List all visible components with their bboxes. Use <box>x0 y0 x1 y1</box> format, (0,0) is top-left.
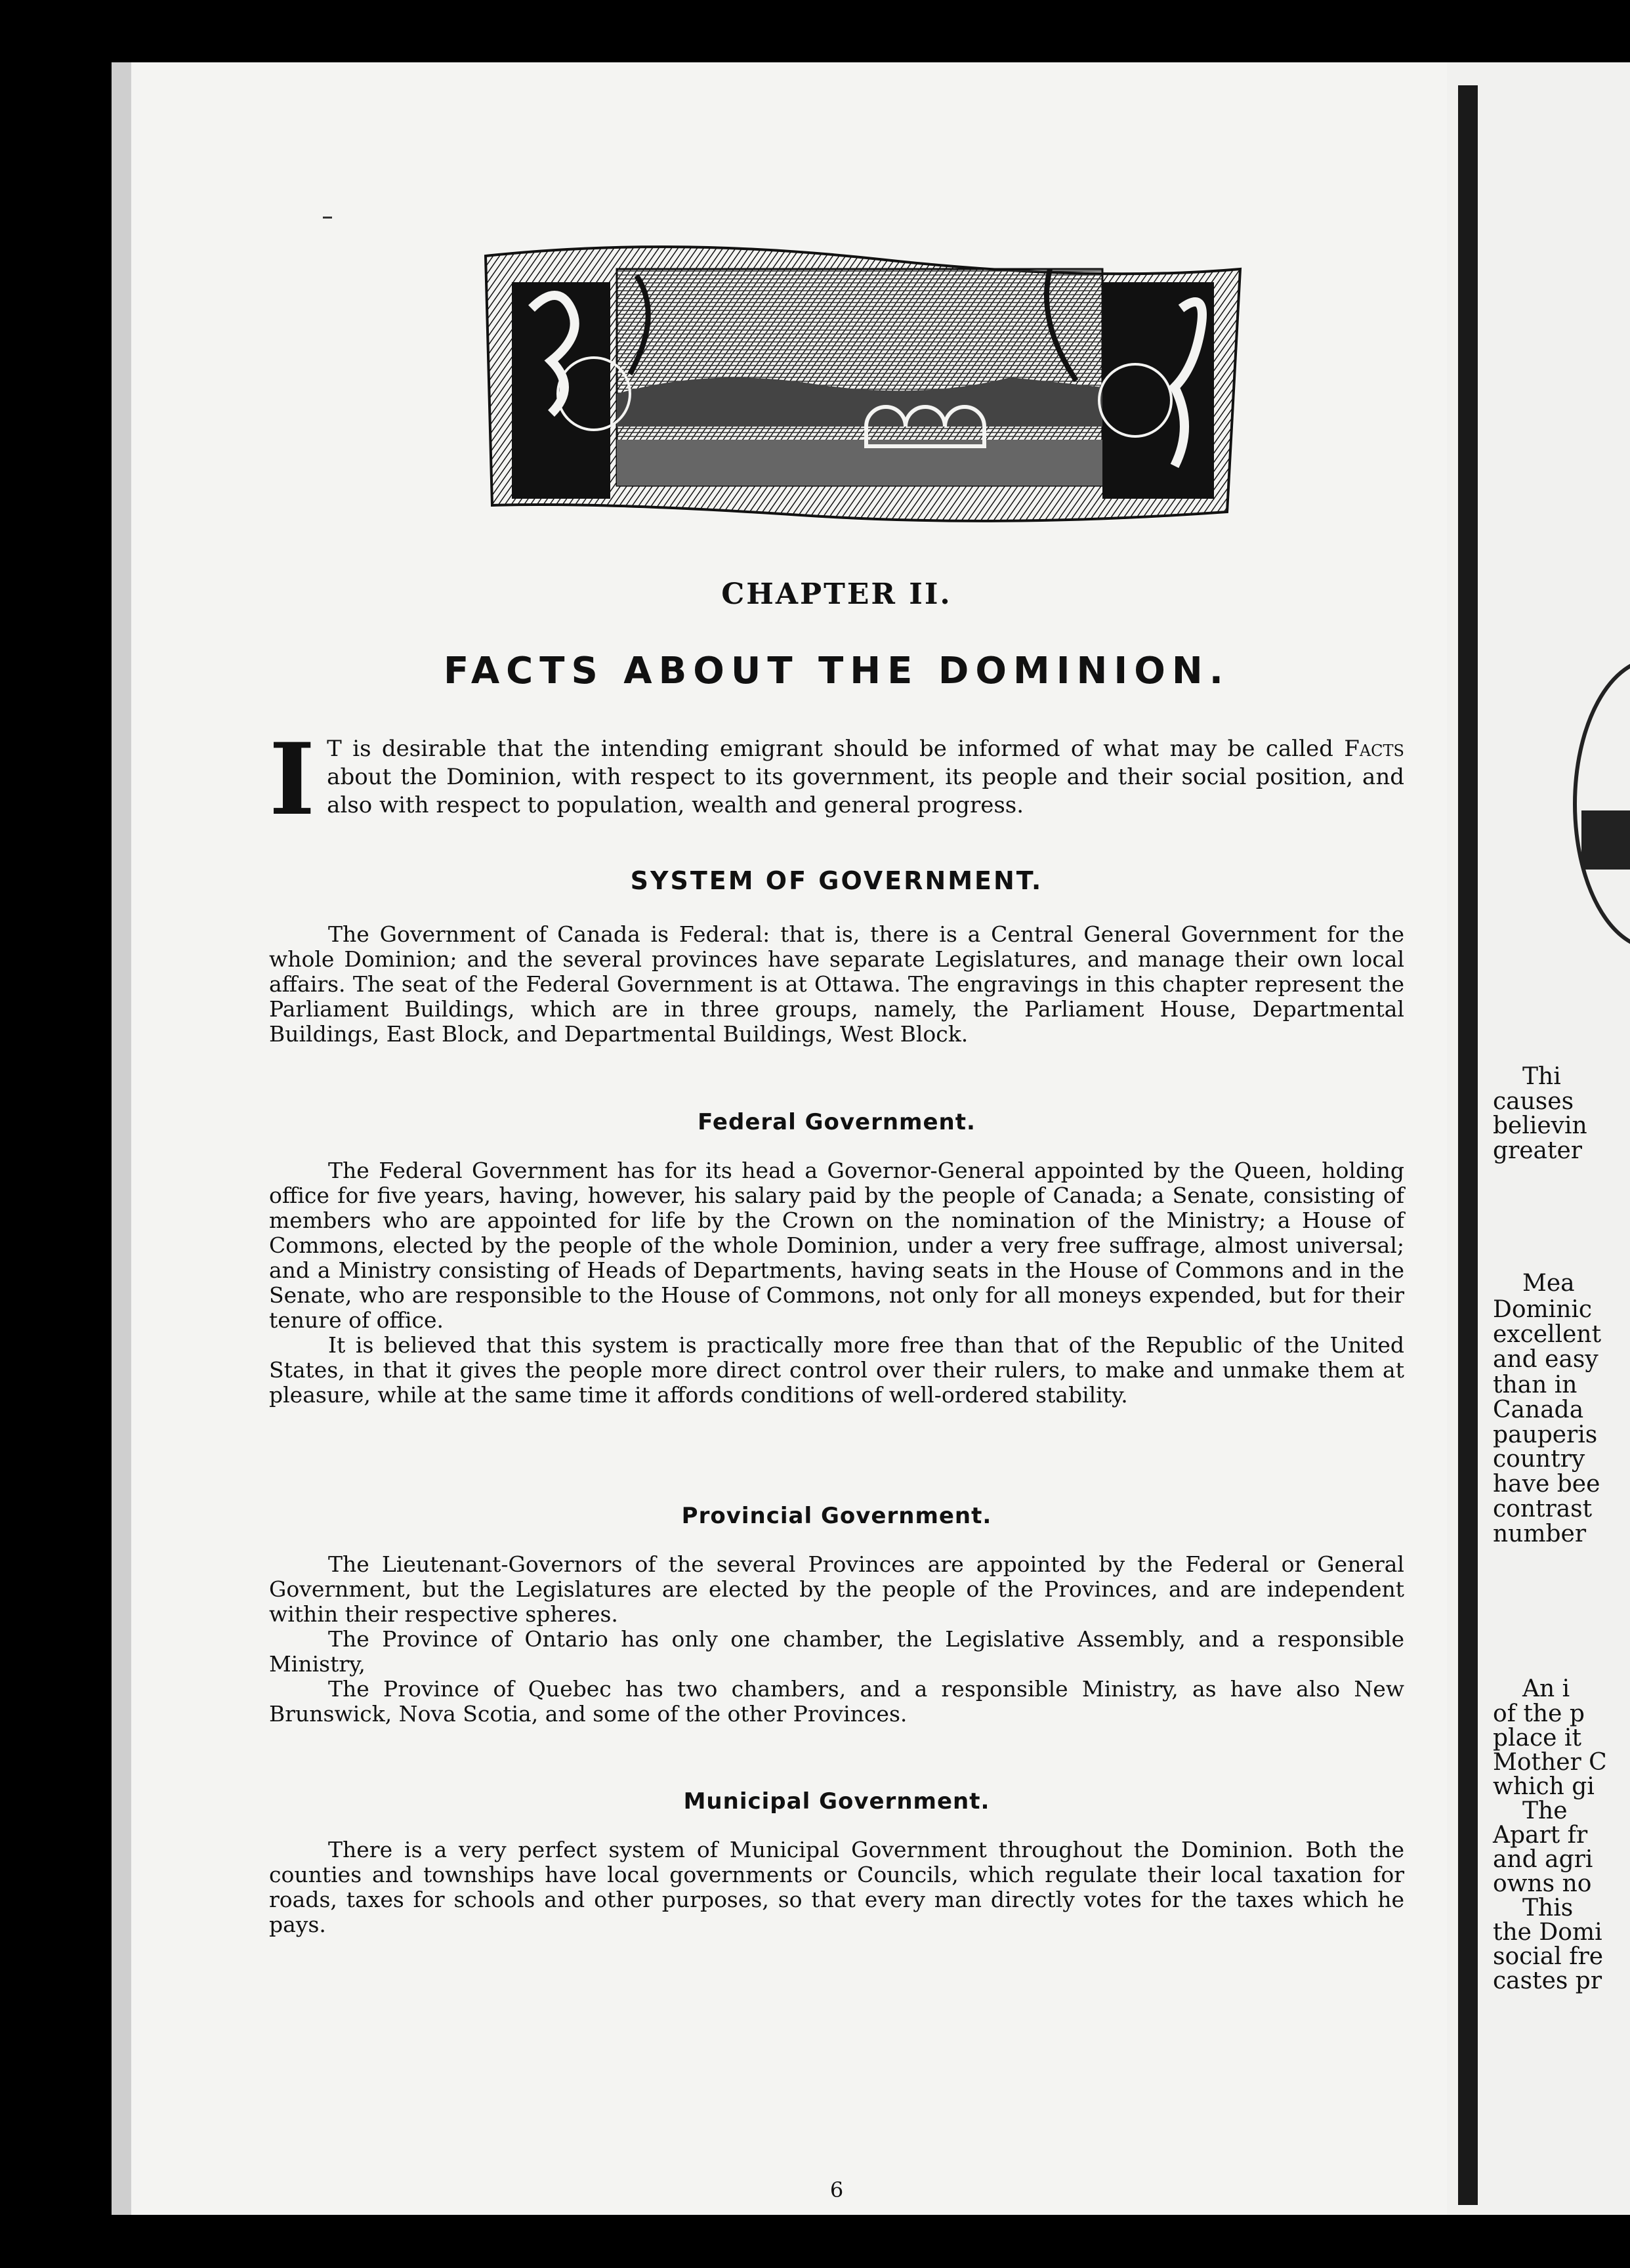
paragraph: The Federal Government has for its head a Governor-General appointed by the Queen, holding office for five years, having, however, his salary paid by the people of Canada; a Senate, consisting of members who are appointed for life by the Crown on the nomination of the Ministry; a House of Commons, elected by the people of the whole Dominion, under a very free suffrage, almost universal; and a Ministry consisting of Heads of Departments, having seats in the House of Commons and in the Senate, who are responsible to the House of Commons, not only for all moneys expended, but for their tenure of office. <box>269 1158 1404 1333</box>
next-page-line: contrast <box>1493 1496 1593 1522</box>
paragraph: The Province of Ontario has only one chamber, the Legislative Assembly, and a responsible Ministry, <box>269 1626 1404 1677</box>
intro-paragraph <box>269 722 1404 837</box>
drop-cap: I <box>269 722 316 837</box>
next-page-line: Thi <box>1522 1063 1561 1090</box>
page-title: FACTS ABOUT THE DOMINION. <box>443 650 1230 692</box>
next-page-line: pauperis <box>1493 1421 1598 1448</box>
next-page-line: country <box>1493 1446 1585 1473</box>
section-body-federal <box>269 1158 1404 1408</box>
section-body-system <box>269 922 1404 1047</box>
next-page-line: place it <box>1493 1725 1581 1752</box>
next-page-line: social fre <box>1493 1943 1604 1970</box>
next-page-line: have bee <box>1493 1471 1600 1498</box>
next-page-line: castes pr <box>1493 1967 1602 1994</box>
next-page-line: greater <box>1493 1137 1583 1164</box>
next-page-line: than in <box>1493 1372 1578 1398</box>
next-page-line: which gi <box>1493 1773 1595 1800</box>
paragraph: It is believed that this system is practically more free than that of the Republic of the United States, in that it gives the people more direct control over their rulers, to make and unmake them at pleasure, while at the same time it affords conditions of well-ordered stability. <box>269 1332 1404 1408</box>
page-edge-shadow <box>112 62 131 2215</box>
intro-text-end: about the Dominion, with respect to its government, its people and their social position, and also with respect to population, wealth and general progress. <box>327 764 1404 818</box>
binding-gutter <box>1458 85 1478 2205</box>
parliament-engraving <box>472 230 1247 525</box>
next-page-line: Dominic <box>1493 1296 1593 1323</box>
next-page-line: This <box>1522 1895 1574 1922</box>
page-number: 6 <box>829 2177 844 2202</box>
section-body-municipal <box>269 1838 1404 1937</box>
paragraph: The Lieutenant-Governors of the several Provinces are appointed by the Federal or General Government, but the Legislatures are elected by the people of the Provinces, and are independent within their respective spheres. <box>269 1551 1404 1627</box>
next-page-line: number <box>1493 1521 1587 1547</box>
next-page-line: An i <box>1522 1675 1570 1702</box>
paragraph: The Government of Canada is Federal: that is, there is a Central General Government for the whole Dominion; and the several provinces have separate Legislatures, and manage their own local affairs. The seat of the Federal Government is at Ottawa. The engravings in this chapter represent the Parliament Buildings, which are in three groups, namely, the Parliament House, Departmental Buildings, East Block, and Departmental Buildings, West Block. <box>269 921 1404 1047</box>
section-heading-federal: Federal Government. <box>698 1109 976 1135</box>
next-page-line: Mother C <box>1493 1749 1607 1776</box>
next-page-line: The <box>1522 1797 1568 1824</box>
next-page-line: Apart fr <box>1493 1822 1588 1849</box>
section-heading-system: SYSTEM OF GOVERNMENT. <box>630 866 1043 895</box>
scan-mark <box>323 217 332 219</box>
section-heading-provincial: Provincial Government. <box>681 1503 992 1529</box>
next-page-engraving-edge <box>1555 653 1630 955</box>
next-page-line: of the p <box>1493 1700 1585 1727</box>
paragraph: There is a very perfect system of Municipal Government throughout the Dominion. Both the counties and townships have local governments or Councils, which regulate their local taxation for roads, taxes for schools and other purposes, so that every man directly votes for the taxes which he pays. <box>269 1837 1404 1937</box>
next-page-line: and agri <box>1493 1846 1593 1873</box>
intro-text-start: T is desirable that the intending emigrant should be informed of what may be called <box>327 736 1345 762</box>
next-page-line: believin <box>1493 1112 1587 1139</box>
next-page-line: owns no <box>1493 1870 1592 1897</box>
paragraph: The Province of Quebec has two chambers, and a responsible Ministry, as have also New Brunswick, Nova Scotia, and some of the other Provinces. <box>269 1676 1404 1727</box>
section-heading-municipal: Municipal Government. <box>683 1788 990 1815</box>
next-page-line: the Domi <box>1493 1919 1602 1946</box>
intro-small-caps-word: Facts <box>1344 736 1404 762</box>
next-page-line: causes <box>1493 1088 1574 1115</box>
next-page-line: Canada <box>1493 1396 1584 1423</box>
next-page-line: Mea <box>1522 1270 1575 1297</box>
chapter-heading: CHAPTER II. <box>721 578 952 611</box>
next-page-line: excellent <box>1493 1321 1602 1348</box>
next-page-line: and easy <box>1493 1346 1599 1373</box>
section-body-provincial <box>269 1552 1404 1727</box>
